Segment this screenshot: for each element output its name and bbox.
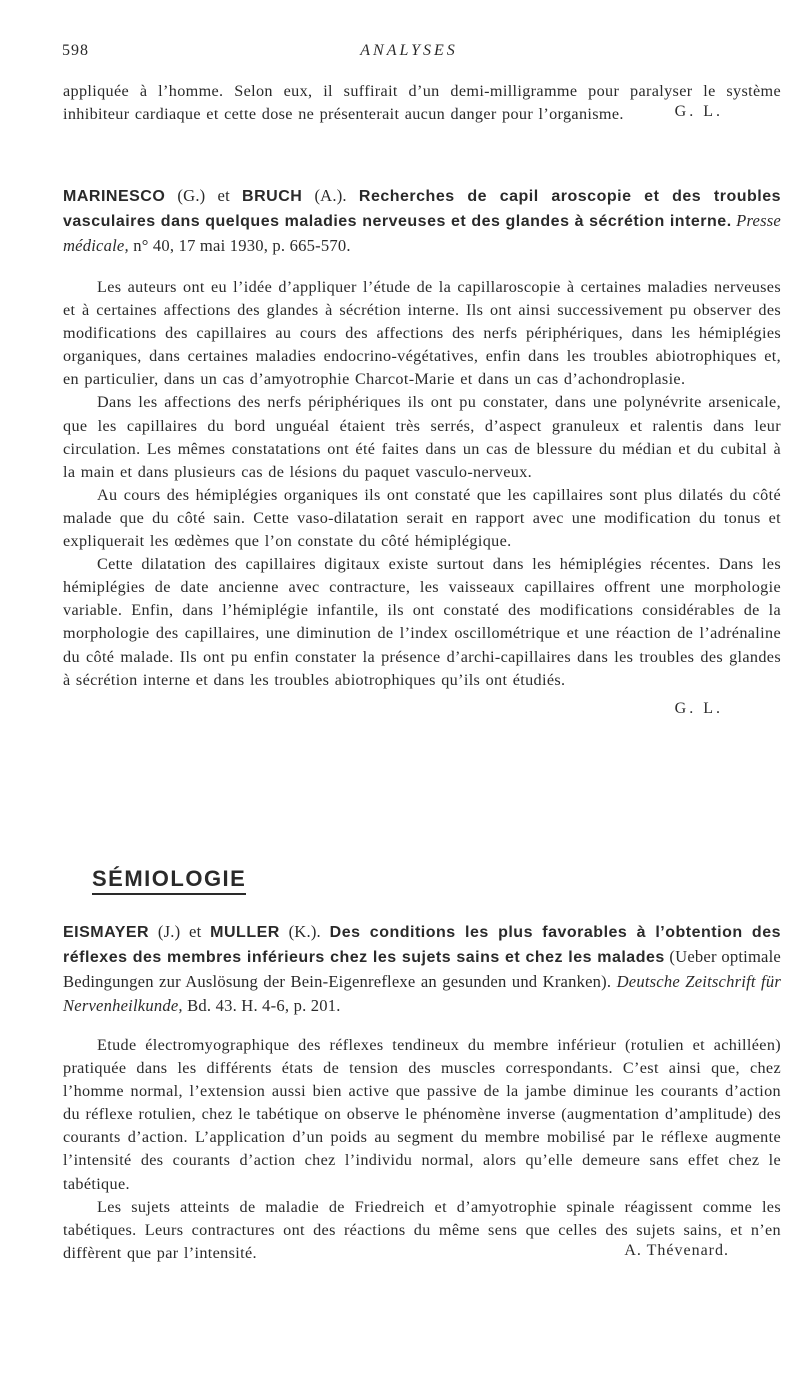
paragraph: Dans les affections des nerfs périphériques ils ont pu constater, dans une polynévrite arsenicale, que les capillaires du bord unguéal étaient très serrés, d’aspect granuleux et ralentis dans leur circulation. Les mêmes constatations ont été faites dans un cas de blessure du médian et du cubital à la main et dans plusieurs cas de lésions du paquet vasculo-nerveux.: [63, 393, 781, 481]
paragraph: Les auteurs ont eu l’idée d’appliquer l’étude de la capillaroscopie à certaines maladies nerveuses et à certaines affections des glandes à sécrétion interne. Ils ont ainsi successivement pu observer des modifications des capillaires au cours des affections des nerfs périphériques, dans les hémiplégies organiques, dans certaines maladies endocrino-végétatives, enfin dans les troubles abiotrophiques et, en particulier, dans un cas d’amyotrophie Charcot-Marie et dans un cas d’achondroplasie.: [63, 278, 781, 389]
section-title: SÉMIOLOGIE: [92, 866, 246, 895]
intro-block: [63, 80, 781, 124]
author-initial: (K.).: [288, 922, 321, 941]
article-signature: A. Thévenard.: [624, 1241, 729, 1259]
source-reference: Bd. 43. H. 4-6, p. 201.: [187, 996, 341, 1015]
paragraph: Au cours des hémiplégies organiques ils ont constaté que les capillaires sont plus dilatés du côté malade que du côté sain. Cette vaso-dilatation serait en rapport avec une modification du tonus et expliquerait les œdèmes que l’on constate du côté hémiplégique.: [63, 485, 781, 551]
article-eismayer: [63, 920, 781, 1260]
running-header: [62, 30, 756, 60]
source-journal: Presse médicale,: [63, 211, 781, 255]
article-heading: [63, 920, 781, 1018]
original-title: (Ueber optimale Bedingungen zur Auslösung der Bein-Eigenreflexe an gesunden und Kranken).: [63, 947, 781, 991]
article-heading: [63, 184, 781, 258]
journal-title: ANALYSES: [360, 42, 458, 59]
page-number: 598: [62, 42, 89, 59]
author-name: MULLER: [210, 924, 280, 941]
article-signature: G. L.: [674, 699, 723, 717]
author-initial: (A.).: [314, 186, 347, 205]
conjunction: et: [189, 922, 202, 941]
article-title: Des conditions les plus favorables à l’obtention des réflexes des membres inférieurs chez les sujets sains et chez les malades: [63, 924, 782, 966]
author-initial: (G.): [177, 186, 206, 205]
source-journal: Deutsche Zeitschrift für Nervenheilkunde,: [63, 972, 781, 1015]
author-initial: (J.): [157, 922, 181, 941]
paragraph: Cette dilatation des capillaires digitaux existe surtout dans les hémiplégies récentes. Dans les hémiplégies de date ancienne avec contracture, les vaisseaux capillaires offrent une morphologie variable. Enfin, dans l’hémiplégie infantile, ils ont constaté des modifications considérables de la morphologie des capillaires, une diminution de l’index oscillométrique et une réaction de l’adrénaline du côté malade. Ils ont pu enfin constater la présence d’archi-capillaires dans les troubles des glandes à sécrétion interne et dans les troubles abiotrophiques qu’ils ont étudiés.: [63, 555, 781, 689]
paragraph: Etude électromyographique des réflexes tendineux du membre inférieur (rotulien et achilléen) pratiquée dans les différents états de tension des muscles correspondants. C’est ainsi que, chez l’homme normal, l’extension aussi bien active que passive de la jambe diminue les courants d’action du réflexe rotulien, chez le tabétique on observe le phénomène inverse (augmentation d’amplitude) des courants d’action. L’application d’un poids au segment du membre mobilisé par le réflexe augmente l’intensité des courants d’action chez l’individu normal, alors qu’elle demeure sans effet chez le tabétique.: [63, 1036, 781, 1193]
section-heading-block: [92, 866, 800, 895]
article-title: Recherches de capil aroscopie et des troubles vasculaires dans quelques maladies nerveuses et des glandes à sécrétion interne.: [63, 188, 782, 230]
author-name: MARINESCO: [63, 188, 166, 205]
author-name: EISMAYER: [63, 924, 150, 941]
intro-paragraph: appliquée à l’homme. Selon eux, il suffirait d’un demi-milligramme pour paralyser le système inhibiteur cardiaque et cette dose ne présenterait aucun danger pour l’organisme.: [63, 82, 781, 124]
paragraph: Les sujets atteints de maladie de Friedreich et d’amyotrophie spinale réagissent comme les tabétiques. Leurs contractures ont des réactions du même sens que celles des sujets sains, et n’en diffèrent que par l’intensité.: [63, 1197, 781, 1262]
source-reference: n° 40, 17 mai 1930, p. 665-570.: [133, 236, 351, 255]
author-name: BRUCH: [242, 188, 303, 205]
article-marinesco: [63, 184, 781, 718]
intro-signature: G. L.: [674, 103, 723, 121]
conjunction: et: [217, 186, 230, 205]
